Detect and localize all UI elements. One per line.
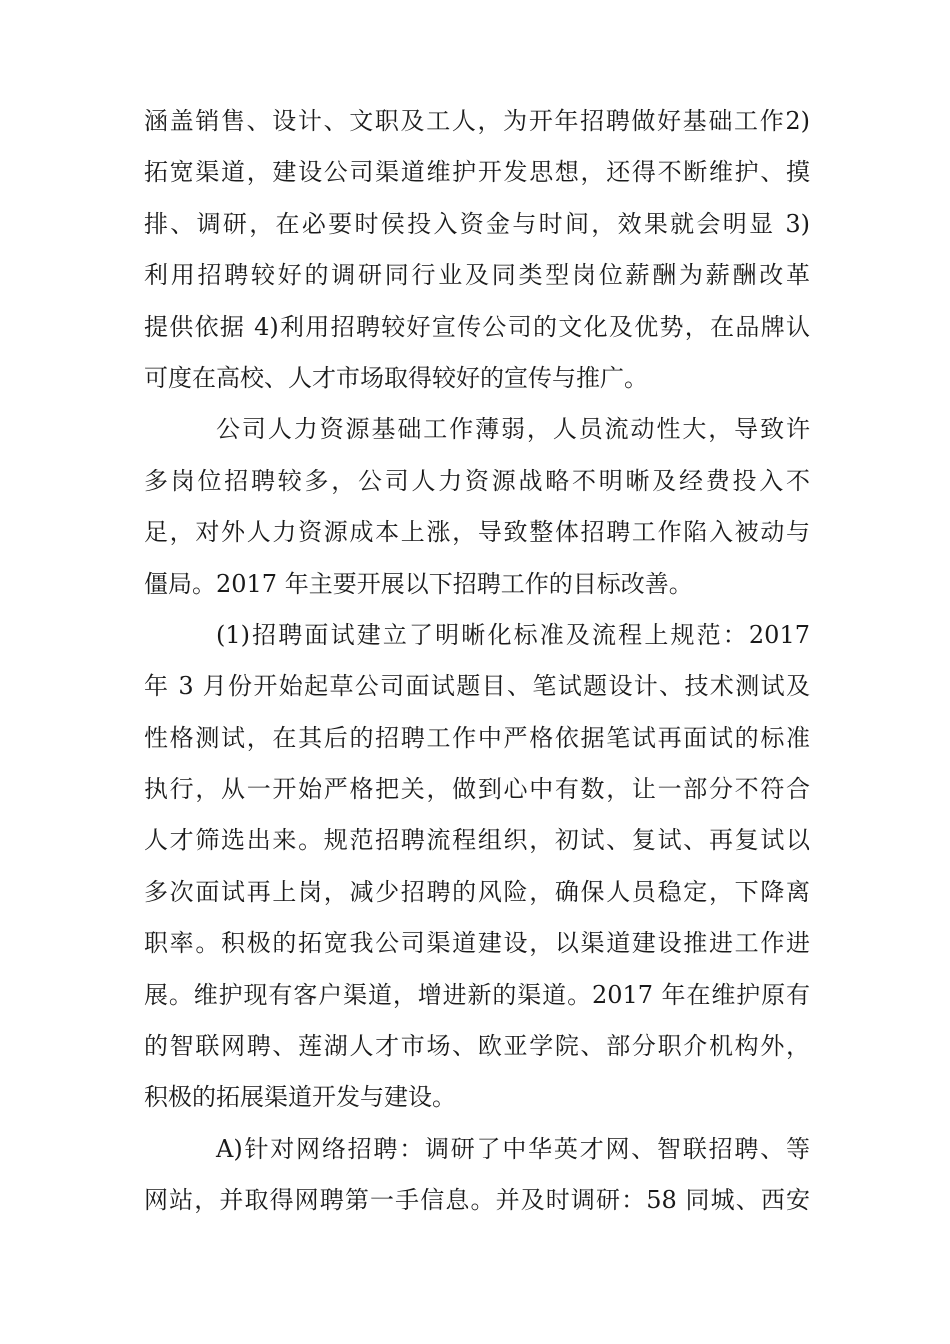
text-line: 拓宽渠道，建设公司渠道维护开发思想，还得不断维护、摸 [144, 158, 810, 187]
text-line: 涵盖销售、设计、文职及工人，为开年招聘做好基础工作2) [144, 107, 810, 135]
text-line: 提供依据 4)利用招聘较好宣传公司的文化及优势，在品牌认 [144, 312, 810, 341]
text-line: A)针对网络招聘：调研了中华英才网、智联招聘、等 [216, 1134, 810, 1163]
text-line: 年 3 月份开始起草公司面试题目、笔试题设计、技术测试及 [144, 672, 810, 701]
text-line: 可度在高校、人才市场取得较好的宣传与推广。 [144, 363, 648, 392]
text-line: 利用招聘较好的调研同行业及同类型岗位薪酬为薪酬改革 [144, 261, 810, 290]
text-line: 积极的拓展渠道开发与建设。 [144, 1083, 456, 1112]
paragraph-recruitment-foundation [144, 96, 810, 404]
text-line: 足，对外人力资源成本上涨，导致整体招聘工作陷入被动与 [144, 518, 810, 547]
paragraph-hr-weakness [144, 404, 810, 610]
text-line: (1)招聘面试建立了明晰化标准及流程上规范：2017 [216, 620, 810, 649]
text-line: 性格测试，在其后的招聘工作中严格依据笔试再面试的标准 [144, 723, 810, 752]
text-line: 排、调研，在必要时侯投入资金与时间，效果就会明显 3) [144, 209, 810, 238]
text-line: 多岗位招聘较多，公司人力资源战略不明晰及经费投入不 [144, 466, 810, 495]
text-line: 公司人力资源基础工作薄弱，人员流动性大，导致许 [216, 415, 810, 444]
text-line: 展。维护现有客户渠道，增进新的渠道。2017 年在维护原有 [144, 980, 810, 1009]
text-line: 的智联网聘、莲湖人才市场、欧亚学院、部分职介机构外， [144, 1032, 810, 1061]
text-line: 僵局。2017 年主要开展以下招聘工作的目标改善。 [144, 569, 693, 598]
paragraph-interview-standards [144, 610, 810, 1124]
text-line: 人才筛选出来。规范招聘流程组织，初试、复试、再复试以 [144, 826, 810, 855]
paragraph-online-recruitment [144, 1124, 810, 1227]
text-line: 网站，并取得网聘第一手信息。并及时调研：58 同城、西安 [144, 1186, 810, 1215]
text-line: 执行，从一开始严格把关，做到心中有数，让一部分不符合 [144, 775, 810, 804]
text-line: 职率。积极的拓宽我公司渠道建设，以渠道建设推进工作进 [144, 929, 810, 958]
document-page [144, 96, 810, 1227]
text-line: 多次面试再上岗，减少招聘的风险，确保人员稳定，下降离 [144, 877, 810, 906]
